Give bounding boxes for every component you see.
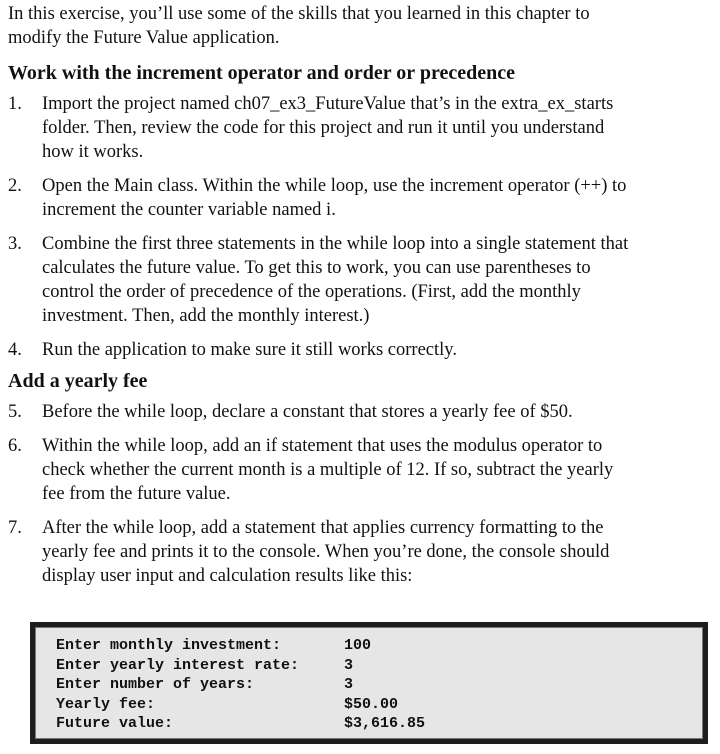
step-item: [8, 516, 714, 588]
console-value: $50.00: [344, 695, 399, 713]
console-value: $3,616.85: [344, 715, 426, 733]
step-item: [8, 338, 714, 362]
console-row: [56, 714, 702, 734]
console-row: [56, 695, 702, 715]
step-line: Open the Main class. Within the while loop, use the increment operator (++) to: [42, 176, 627, 196]
step-item: [8, 434, 714, 506]
step-item: [8, 174, 714, 222]
console-label: Enter yearly interest rate:: [56, 656, 300, 674]
console-output-box: [30, 622, 708, 744]
step-item: [8, 232, 714, 328]
step-line: yearly fee and prints it to the console. When you’re done, the console should: [42, 542, 610, 562]
console-label: Enter number of years:: [56, 676, 255, 694]
console-screen: [35, 627, 703, 739]
exercise-page: [8, 0, 714, 598]
intro-line: modify the Future Value application.: [8, 28, 280, 48]
console-label: Yearly fee:: [56, 695, 156, 713]
step-line: check whether the current month is a multiple of 12. If so, subtract the yearly: [42, 460, 614, 480]
step-line: Within the while loop, add an if statement that uses the modulus operator to: [42, 436, 603, 456]
console-row: [56, 656, 702, 676]
section-heading-increment: Work with the increment operator and order or precedence: [8, 62, 515, 84]
console-value: 100: [344, 637, 372, 654]
step-line: display user input and calculation results like this:: [42, 566, 413, 586]
step-number: 3.: [8, 234, 22, 254]
console-row: [56, 675, 702, 695]
steps-list-1: [8, 92, 714, 362]
step-number: 6.: [8, 436, 22, 456]
intro-line: In this exercise, you’ll use some of the skills that you learned in this chapter to: [8, 4, 590, 24]
step-number: 2.: [8, 176, 22, 196]
console-value: 3: [344, 676, 354, 694]
step-item: [8, 92, 714, 164]
section-heading-yearly-fee: Add a yearly fee: [8, 370, 148, 392]
console-row: [56, 636, 702, 656]
step-number: 1.: [8, 94, 22, 114]
step-line: increment the counter variable named i.: [42, 200, 336, 220]
step-line: Run the application to make sure it still works correctly.: [42, 340, 457, 360]
step-line: Before the while loop, declare a constant that stores a yearly fee of $50.: [42, 402, 573, 422]
step-number: 5.: [8, 402, 22, 422]
console-value: 3: [344, 656, 354, 674]
step-line: folder. Then, review the code for this project and run it until you understand: [42, 118, 605, 138]
step-line: calculates the future value. To get this to work, you can use parentheses to: [42, 258, 591, 278]
intro-paragraph: [8, 2, 714, 50]
step-line: Import the project named ch07_ex3_FutureValue that’s in the extra_ex_starts: [42, 94, 614, 114]
step-number: 4.: [8, 340, 22, 360]
steps-list-2: [8, 400, 714, 588]
step-item: [8, 400, 714, 424]
step-line: fee from the future value.: [42, 484, 231, 504]
step-line: Combine the first three statements in the while loop into a single statement that: [42, 234, 629, 254]
step-number: 7.: [8, 518, 22, 538]
step-line: how it works.: [42, 142, 144, 162]
step-line: After the while loop, add a statement that applies currency formatting to the: [42, 518, 604, 538]
console-label: Enter monthly investment:: [56, 637, 282, 654]
step-line: control the order of precedence of the operations. (First, add the monthly: [42, 282, 581, 302]
step-line: investment. Then, add the monthly interest.): [42, 306, 370, 326]
console-label: Future value:: [56, 715, 174, 733]
